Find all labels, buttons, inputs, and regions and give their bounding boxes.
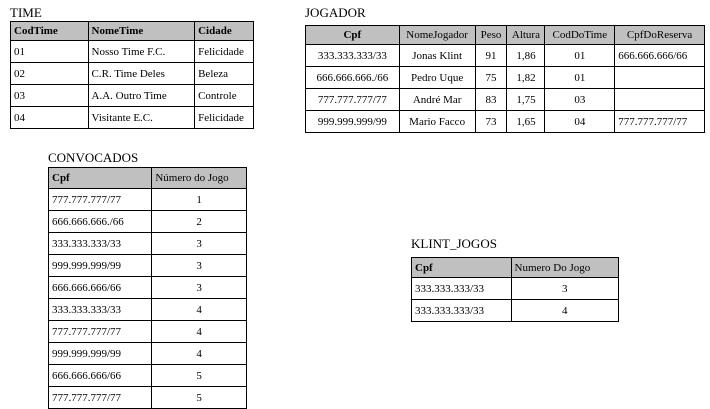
klint-jogos-table-block <box>411 237 619 322</box>
table-row <box>49 387 247 409</box>
table-cell: 999.999.999/99 <box>306 111 400 133</box>
table-row <box>49 211 247 233</box>
table-cell: 666.666.666./66 <box>49 211 152 233</box>
table-cell: 04 <box>545 111 615 133</box>
table-cell: 01 <box>545 45 615 67</box>
table-row <box>11 107 254 129</box>
table-cell: 03 <box>11 85 89 107</box>
table-cell: Felicidade <box>195 107 254 129</box>
column-header: Cpf <box>49 168 152 189</box>
table-cell: Nosso Time F.C. <box>88 41 195 63</box>
column-header: Número do Jogo <box>152 168 247 189</box>
table-row <box>49 233 247 255</box>
table-cell: 03 <box>545 89 615 111</box>
table-cell: 3 <box>152 277 247 299</box>
time-table <box>10 21 254 129</box>
table-cell: Visitante E.C. <box>88 107 195 129</box>
table-cell: 999.999.999/99 <box>49 255 152 277</box>
table-cell: Mario Facco <box>399 111 475 133</box>
table-cell: 333.333.333/33 <box>306 45 400 67</box>
table-row <box>49 255 247 277</box>
table-cell: 91 <box>475 45 507 67</box>
table-cell: 666.666.666/66 <box>49 277 152 299</box>
table-cell: 777.777.777/77 <box>49 321 152 343</box>
table-cell: C.R. Time Deles <box>88 63 195 85</box>
klint-jogos-table-title: KLINT_JOGOS <box>411 236 497 251</box>
convocados-table <box>48 167 247 409</box>
table-cell: 4 <box>152 299 247 321</box>
table-cell: A.A. Outro Time <box>88 85 195 107</box>
table-row <box>11 63 254 85</box>
table-row <box>49 343 247 365</box>
table-header-row <box>11 22 254 41</box>
table-cell: 1,86 <box>507 45 545 67</box>
table-cell: 333.333.333/33 <box>412 278 512 300</box>
table-cell: 777.777.777/77 <box>615 111 705 133</box>
table-cell: 02 <box>11 63 89 85</box>
klint-jogos-table <box>411 257 619 322</box>
time-table-title: TIME <box>10 5 42 20</box>
column-header: NomeTime <box>88 22 195 41</box>
table-header-row <box>412 258 619 278</box>
time-table-block <box>10 6 254 129</box>
table-cell: 73 <box>475 111 507 133</box>
table-cell: 3 <box>511 278 619 300</box>
table-cell: 1 <box>152 189 247 211</box>
table-row <box>11 85 254 107</box>
table-row <box>11 41 254 63</box>
column-header: CodTime <box>11 22 89 41</box>
convocados-table-title: CONVOCADOS <box>48 150 139 165</box>
convocados-table-block <box>48 151 247 409</box>
table-cell: 4 <box>152 321 247 343</box>
table-cell: 777.777.777/77 <box>49 387 152 409</box>
table-header-row <box>49 168 247 189</box>
table-cell: Pedro Uque <box>399 67 475 89</box>
table-row <box>412 300 619 322</box>
table-cell: Controle <box>195 85 254 107</box>
table-cell: 5 <box>152 387 247 409</box>
table-cell: 333.333.333/33 <box>49 233 152 255</box>
table-cell: 777.777.777/77 <box>306 89 400 111</box>
table-cell: 4 <box>152 343 247 365</box>
column-header: CodDoTime <box>545 26 615 45</box>
column-header: Numero Do Jogo <box>511 258 619 278</box>
table-cell: 333.333.333/33 <box>49 299 152 321</box>
table-row <box>49 299 247 321</box>
table-cell <box>615 67 705 89</box>
table-cell: 666.666.666./66 <box>306 67 400 89</box>
table-row <box>306 89 705 111</box>
jogador-table-block <box>305 6 705 133</box>
column-header: Cpf <box>412 258 512 278</box>
column-header: Altura <box>507 26 545 45</box>
jogador-table-title: JOGADOR <box>305 5 366 20</box>
table-cell: 3 <box>152 233 247 255</box>
table-row <box>49 365 247 387</box>
column-header: Cpf <box>306 26 400 45</box>
column-header: Cidade <box>195 22 254 41</box>
table-cell: 1,75 <box>507 89 545 111</box>
table-row <box>412 278 619 300</box>
table-cell: Jonas Klint <box>399 45 475 67</box>
table-cell: 75 <box>475 67 507 89</box>
table-cell: Beleza <box>195 63 254 85</box>
table-row <box>49 321 247 343</box>
table-cell: 01 <box>11 41 89 63</box>
column-header: CpfDoReserva <box>615 26 705 45</box>
table-cell: 1,65 <box>507 111 545 133</box>
column-header: Peso <box>475 26 507 45</box>
table-cell <box>615 89 705 111</box>
table-row <box>306 45 705 67</box>
table-cell: André Mar <box>399 89 475 111</box>
table-cell: Felicidade <box>195 41 254 63</box>
table-cell: 83 <box>475 89 507 111</box>
table-cell: 666.666.666/66 <box>615 45 705 67</box>
jogador-table <box>305 25 705 133</box>
table-cell: 333.333.333/33 <box>412 300 512 322</box>
table-header-row <box>306 26 705 45</box>
table-cell: 01 <box>545 67 615 89</box>
table-cell: 666.666.666/66 <box>49 365 152 387</box>
table-cell: 2 <box>152 211 247 233</box>
table-cell: 5 <box>152 365 247 387</box>
column-header: NomeJogador <box>399 26 475 45</box>
table-row <box>306 67 705 89</box>
table-cell: 3 <box>152 255 247 277</box>
table-row <box>49 277 247 299</box>
table-row <box>49 189 247 211</box>
table-cell: 04 <box>11 107 89 129</box>
table-cell: 777.777.777/77 <box>49 189 152 211</box>
table-cell: 1,82 <box>507 67 545 89</box>
table-row <box>306 111 705 133</box>
table-cell: 4 <box>511 300 619 322</box>
table-cell: 999.999.999/99 <box>49 343 152 365</box>
